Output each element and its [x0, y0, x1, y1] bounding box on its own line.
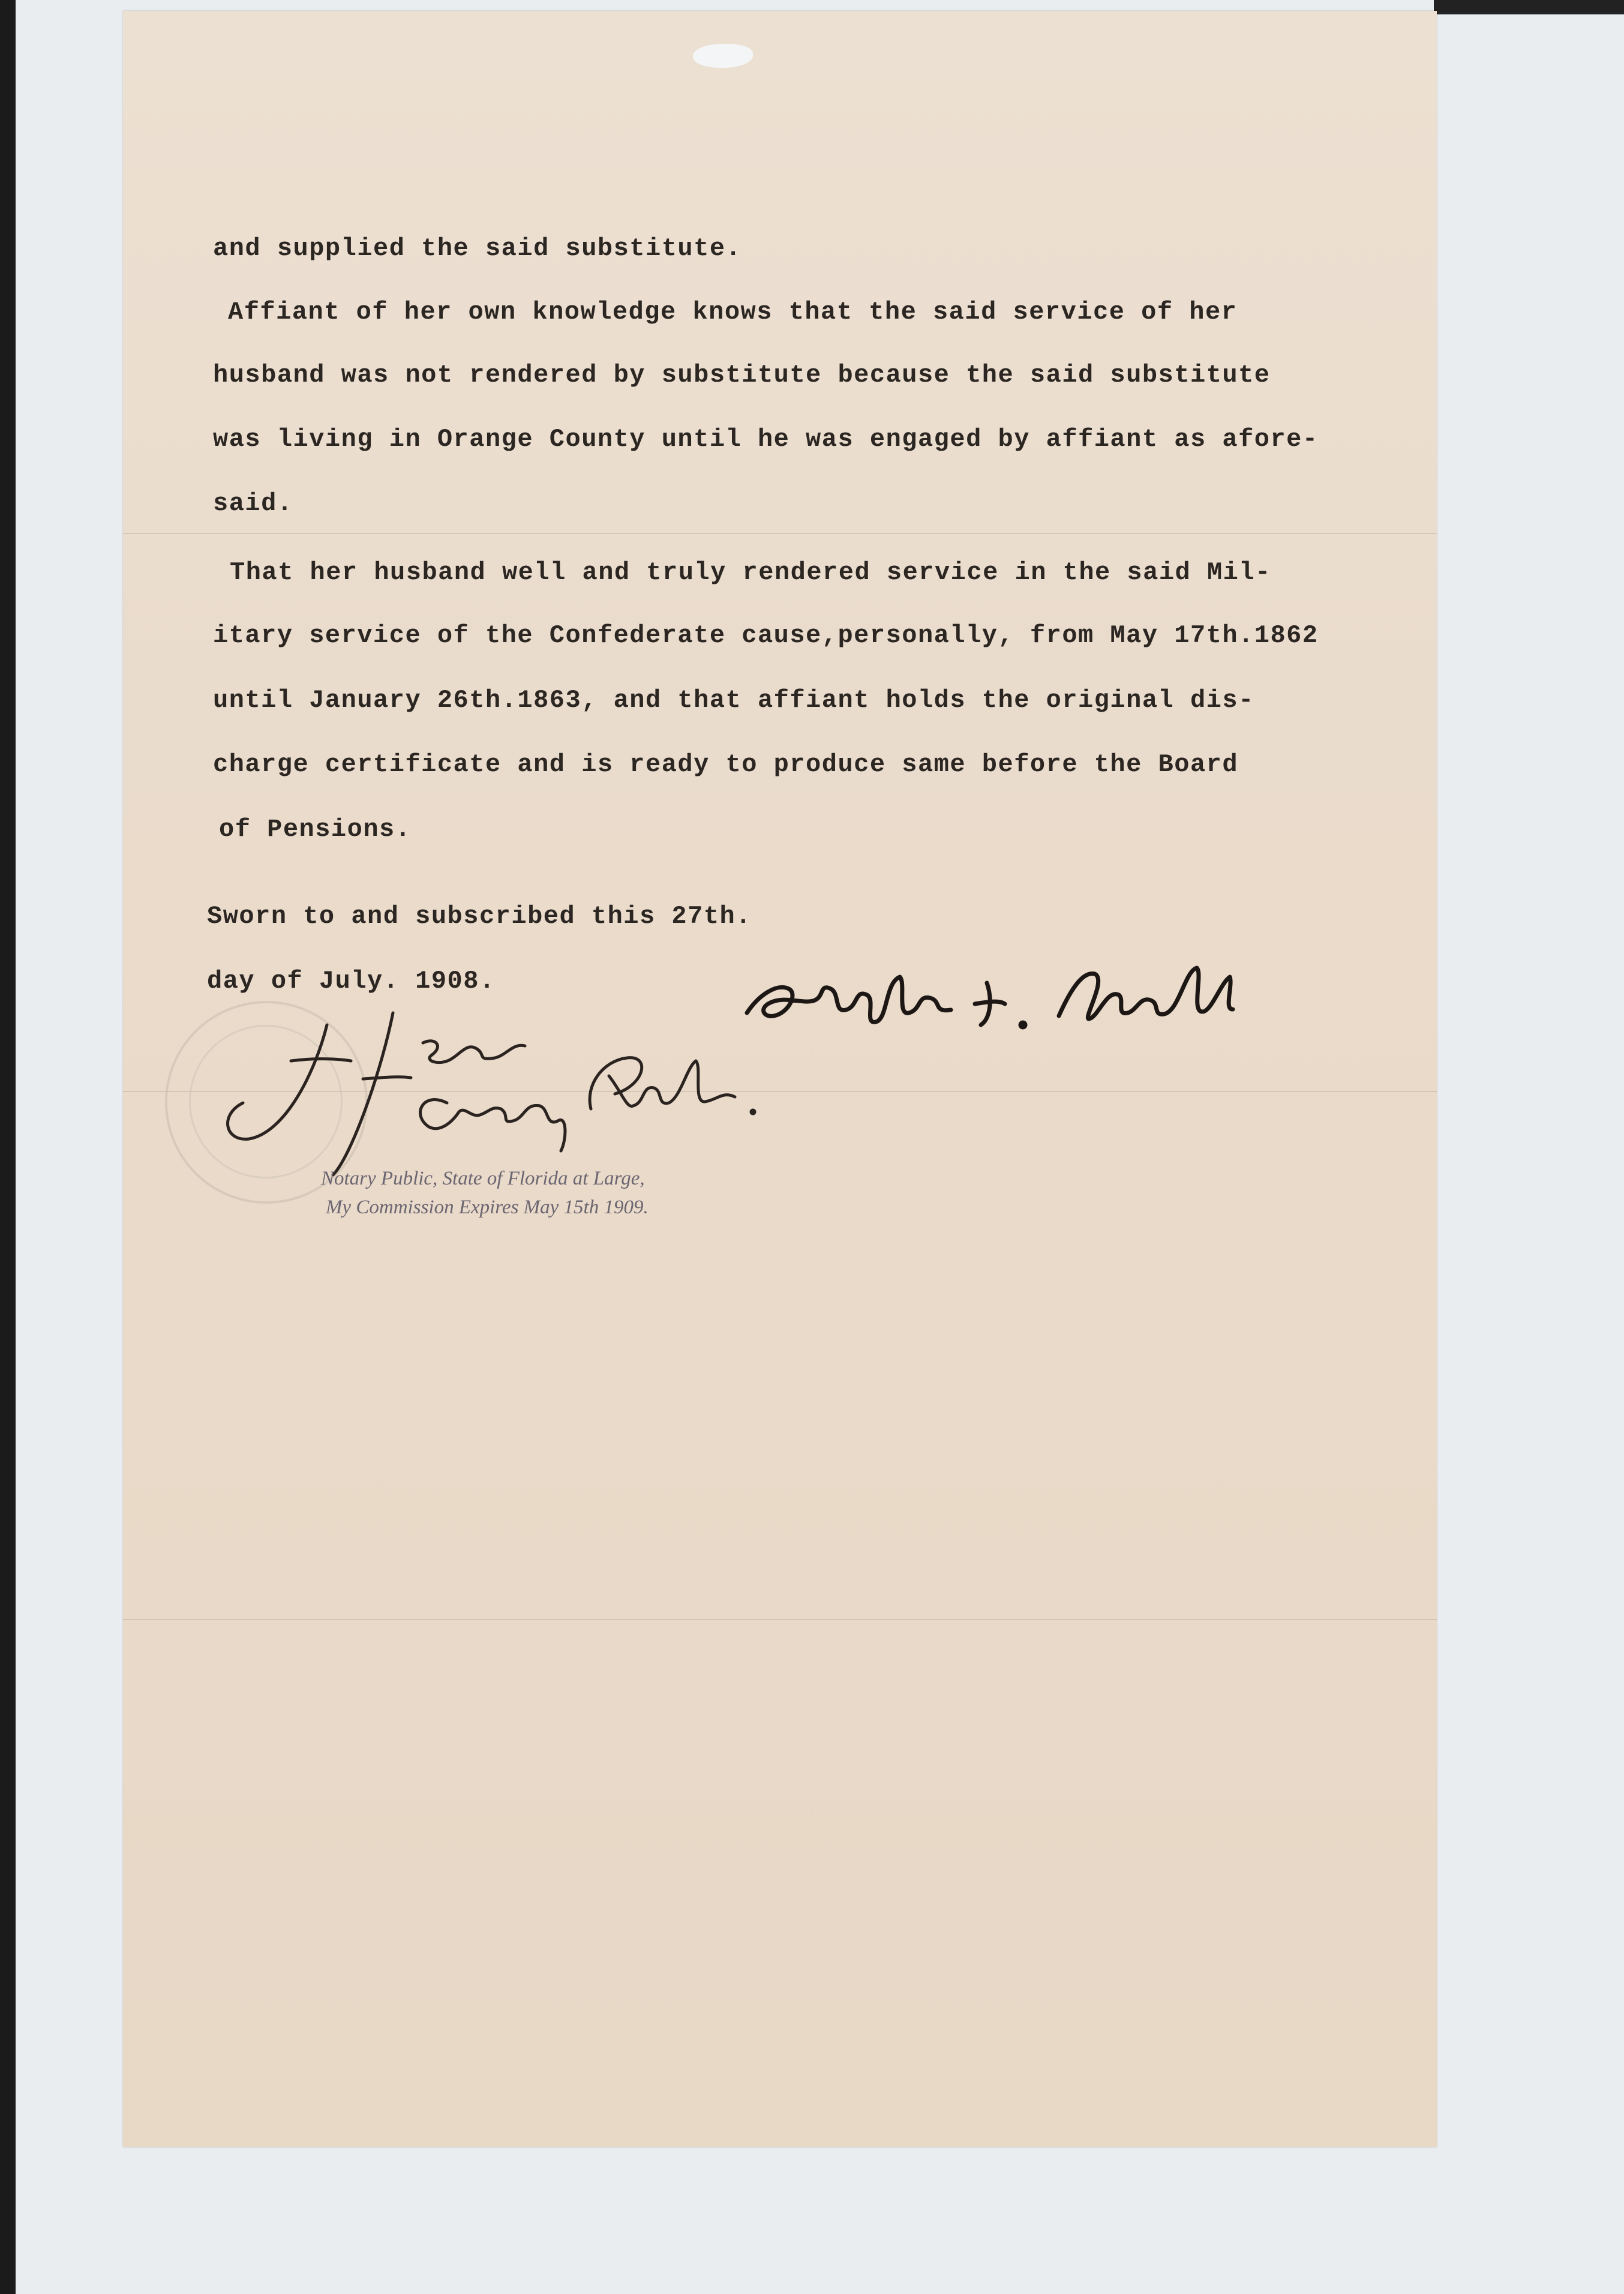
text-line: of Pensions. [219, 815, 412, 844]
fold-line [123, 1619, 1437, 1620]
notary-signature [213, 1001, 993, 1193]
scanner-edge [0, 0, 16, 2294]
text-line: and supplied the said substitute. [213, 234, 742, 263]
text-line: charge certificate and is ready to produce same before the Board [213, 750, 1239, 779]
scanner-top-edge [1434, 0, 1624, 14]
fold-line [123, 533, 1437, 534]
text-line: Sworn to and subscribed this 27th. [207, 902, 752, 931]
text-line: itary service of the Confederate cause,personally, from May 17th.1862 [213, 621, 1319, 650]
text-line: until January 26th.1863, and that affiant holds the original dis- [213, 686, 1254, 715]
text-line: said. [213, 489, 293, 518]
paper-tear [693, 44, 753, 68]
text-line: was living in Orange County until he was engaged by affiant as afore- [213, 425, 1319, 454]
text-line: Affiant of her own knowledge knows that the said service of her [228, 298, 1238, 326]
text-line: husband was not rendered by substitute because the said substitute [213, 361, 1271, 389]
notary-stamp-line: My Commission Expires May 15th 1909. [326, 1197, 649, 1218]
text-line: That her husband well and truly rendered service in the said Mil- [230, 558, 1271, 587]
notary-stamp-line: Notary Public, State of Florida at Large, [321, 1168, 645, 1189]
document-page [123, 11, 1437, 2147]
text-line: day of July. 1908. [207, 967, 496, 995]
